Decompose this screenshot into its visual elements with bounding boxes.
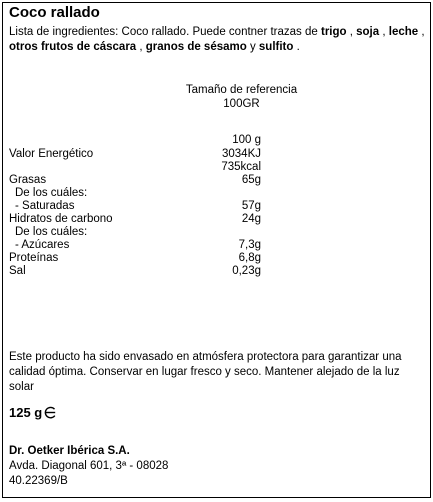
nutrient-label: Proteínas bbox=[9, 252, 59, 264]
product-title: Coco rallado bbox=[9, 4, 100, 21]
company-info bbox=[9, 444, 168, 489]
allergen-nuts: otros frutos de cáscara bbox=[9, 41, 137, 53]
nutrition-row bbox=[3, 226, 432, 239]
ingredients-list bbox=[9, 25, 427, 55]
nutrient-value: 3034KJ bbox=[221, 148, 261, 160]
ingredients-separator: , bbox=[136, 41, 146, 53]
per-100g-label: 100 g bbox=[232, 134, 261, 146]
per-100g-header bbox=[3, 134, 432, 147]
estimated-sign-icon bbox=[44, 406, 57, 419]
ingredients-separator: , bbox=[418, 26, 425, 38]
nutrient-value: 6,8g bbox=[238, 252, 261, 264]
ingredients-suffix: . bbox=[293, 41, 300, 53]
company-code: 40.22369/B bbox=[9, 475, 68, 487]
nutrient-label: Sal bbox=[9, 265, 26, 277]
nutrient-value: 735kcal bbox=[221, 161, 261, 173]
ingredients-separator: , bbox=[346, 26, 357, 38]
nutrient-value: 57g bbox=[241, 200, 261, 212]
allergen-wheat: trigo bbox=[320, 26, 347, 38]
reference-size-value: 100GR bbox=[223, 98, 260, 110]
product-label bbox=[2, 2, 431, 498]
allergen-soy: soja bbox=[356, 26, 380, 38]
storage-notice: Este producto ha sido envasado en atmósfera protectora para garantizar una calidad óptima. Conservar en lugar fresco y seco. Mantener alejado de la luz solar bbox=[9, 351, 402, 393]
nutrient-value: 0,23g bbox=[232, 265, 261, 277]
nutrient-label: De los cuáles: bbox=[15, 226, 88, 238]
nutrient-label: - Saturadas bbox=[15, 200, 75, 212]
net-weight-value: 125 g bbox=[9, 405, 43, 420]
nutrient-label: Grasas bbox=[9, 174, 47, 186]
nutrition-row bbox=[3, 174, 432, 187]
allergen-sulphite: sulfito bbox=[258, 41, 294, 53]
net-weight bbox=[9, 405, 57, 420]
nutrition-row bbox=[3, 161, 432, 174]
nutrient-value: 7,3g bbox=[238, 239, 261, 251]
nutrition-row bbox=[3, 265, 432, 278]
nutrient-label: De los cuáles: bbox=[15, 187, 88, 199]
nutrient-value: 65g bbox=[241, 174, 261, 186]
nutrient-label: - Azúcares bbox=[15, 239, 70, 251]
nutrition-row bbox=[3, 148, 432, 161]
company-address: Avda. Diagonal 601, 3ª - 08028 bbox=[9, 460, 169, 472]
ingredients-prefix: Lista de ingredientes: Coco rallado. Puede contner trazas de bbox=[9, 26, 321, 38]
nutrition-row bbox=[3, 252, 432, 265]
reference-size bbox=[184, 83, 299, 111]
allergen-sesame: granos de sésamo bbox=[145, 41, 247, 53]
nutrition-row bbox=[3, 213, 432, 226]
nutrition-row bbox=[3, 239, 432, 252]
nutrition-row bbox=[3, 187, 432, 200]
ingredients-separator: , bbox=[379, 26, 389, 38]
nutrient-value: 24g bbox=[241, 213, 261, 225]
nutrient-label: Hidratos de carbono bbox=[9, 213, 113, 225]
nutrition-row bbox=[3, 200, 432, 213]
allergen-milk: leche bbox=[388, 26, 419, 38]
ingredients-separator: y bbox=[246, 41, 259, 53]
nutrient-label: Valor Energético bbox=[9, 148, 94, 160]
company-name: Dr. Oetker Ibérica S.A. bbox=[9, 445, 130, 457]
reference-size-label: Tamaño de referencia bbox=[185, 84, 298, 96]
